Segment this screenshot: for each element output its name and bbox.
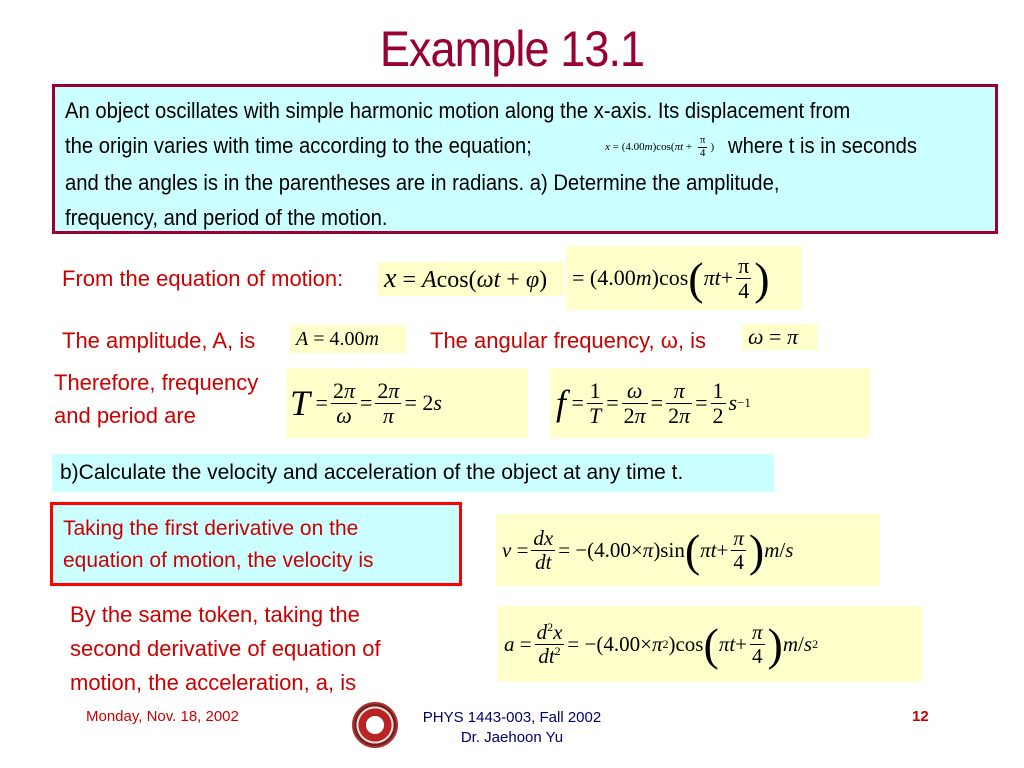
acceleration-equation: a = $\frac{d^2x}{dt^2}$ = −(4.00× π 2 )cos ( πt + $\frac{\pi}{4}$ ) m / s 2	[498, 606, 922, 682]
velocity-line-2: equation of motion, the velocity is	[63, 549, 374, 572]
velocity-line-1: Taking the first derivative on the	[63, 517, 359, 540]
university-seal-icon	[352, 702, 398, 748]
footer-instructor: Dr. Jaehoon Yu	[460, 729, 564, 746]
problem-line-2a: the origin varies with time according to the equation;	[65, 133, 532, 158]
problem-line-1: An object oscillates with simple harmonic motion along the x-axis. Its displacement from	[65, 98, 851, 123]
accel-line-3: motion, the acceleration, a, is	[70, 670, 357, 695]
amplitude-label: The amplitude, A, is	[62, 328, 256, 353]
from-equation-label: From the equation of motion:	[62, 266, 344, 291]
problem-statement-box	[52, 84, 998, 234]
inline-equation: x = (4.00m)cos(πt + $\frac{\pi}{4}$ )	[605, 134, 715, 159]
footer-date: Monday, Nov. 18, 2002	[86, 708, 239, 725]
therefore-label	[54, 366, 258, 432]
footer-course-info	[402, 708, 622, 748]
problem-line-3: and the angles is in the parentheses are in radians. a) Determine the amplitude,	[65, 169, 780, 195]
slide-title: Example 13.1	[379, 21, 645, 77]
velocity-equation: v = $\frac{dx}{dt}$ = −(4.00× π )sin ( πt + $\frac{\pi}{4}$ ) m / s	[496, 514, 880, 586]
part-b-text: b)Calculate the velocity and acceleration of the object at any time t.	[60, 461, 684, 484]
accel-line-2: second derivative of equation of	[70, 636, 381, 661]
therefore-line-1: Therefore, frequency	[54, 370, 259, 395]
therefore-line-2: and period are	[54, 403, 196, 428]
accel-line-1: By the same token, taking the	[70, 602, 360, 627]
amplitude-equation: A = 4.00m	[290, 325, 406, 353]
acceleration-label	[70, 598, 381, 700]
angular-frequency-equation: ω = π	[742, 324, 818, 350]
page-number: 12	[912, 708, 929, 725]
footer-course: PHYS 1443-003, Fall 2002	[422, 709, 602, 726]
specific-equation: = (4.00 m )cos ( πt + $\frac{\pi}{4}$ )	[566, 246, 802, 310]
velocity-label-box	[50, 502, 462, 586]
problem-line-2b: where t is in seconds	[728, 133, 918, 158]
frequency-equation: f = $\frac{1}{T}$ = $\frac{\omega}{2\pi}$ = $\frac{\pi}{2\pi}$ = $\frac{1}{2}$ s −1	[550, 368, 870, 438]
part-b-box	[52, 454, 774, 492]
general-equation: x = Acos(ωt + φ)	[378, 262, 564, 296]
problem-line-4: frequency, and period of the motion.	[65, 204, 388, 230]
period-equation: T = $\frac{2\pi}{\omega}$ = $\frac{2\pi}{\pi}$ = 2 s	[286, 368, 528, 438]
angular-frequency-label: The angular frequency, ω, is	[430, 328, 707, 353]
